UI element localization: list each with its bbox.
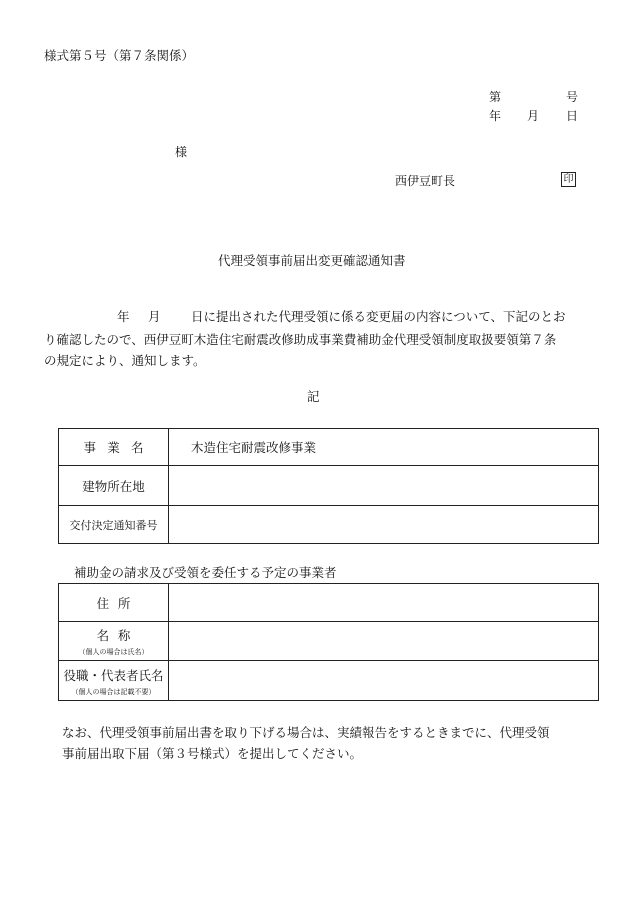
body-line-3: の規定により、通知します。 — [44, 353, 206, 368]
date-month: 月 — [527, 109, 540, 123]
grant-decision-number-label: 交付決定通知番号 — [59, 506, 169, 544]
contractor-table — [58, 583, 599, 701]
company-name-label-text: 名称 — [96, 628, 140, 643]
company-name-note: （個人の場合は氏名） — [78, 648, 149, 656]
address-value[interactable] — [169, 584, 599, 622]
doc-number-dai: 第 — [489, 90, 502, 104]
company-name-label — [59, 622, 169, 661]
body-paragraph — [44, 306, 566, 371]
body-line-1-text: 日に提出された代理受領に係る変更届の内容について、下記のとお — [191, 309, 566, 324]
table-row — [59, 466, 599, 506]
table-row — [59, 506, 599, 544]
representative-label-text: 役職・代表者氏名 — [63, 667, 164, 683]
seal-mark — [561, 172, 576, 187]
representative-value[interactable] — [169, 661, 599, 701]
addressee-suffix: 様 — [175, 145, 188, 159]
table-row — [59, 584, 599, 622]
company-name-value[interactable] — [169, 622, 599, 661]
date-year: 年 — [489, 109, 502, 123]
building-location-label: 建物所在地 — [59, 466, 169, 506]
representative-label — [59, 661, 169, 701]
table-row — [59, 661, 599, 701]
grant-decision-number-value[interactable] — [169, 506, 599, 544]
table-row — [59, 622, 599, 661]
table-row — [59, 429, 599, 466]
project-name-value[interactable]: 木造住宅耐震改修事業 — [169, 429, 599, 466]
body-year: 年 — [117, 309, 130, 324]
date-day: 日 — [566, 109, 579, 123]
body-line-1 — [44, 306, 566, 327]
project-name-label: 事業名 — [59, 429, 169, 466]
project-table — [58, 428, 599, 544]
issuer-name: 西伊豆町長 — [395, 174, 456, 188]
doc-number-go: 号 — [566, 90, 579, 104]
body-line-2: り確認したので、西伊豆町木造住宅耐震改修助成事業費補助金代理受領制度取扱要領第７条 — [44, 332, 557, 347]
ki-heading: 記 — [307, 389, 320, 404]
footer-note — [62, 722, 550, 764]
form-number: 様式第５号（第７条関係） — [44, 48, 195, 63]
address-label: 住所 — [59, 584, 169, 622]
section-2-heading: 補助金の請求及び受領を委任する予定の事業者 — [74, 565, 337, 580]
representative-note: （個人の場合は記載不要） — [71, 687, 156, 696]
footer-note-line-1: なお、代理受領事前届出書を取り下げる場合は、実績報告をするときまでに、代理受領 — [62, 725, 550, 740]
document-title: 代理受領事前届出変更確認通知書 — [218, 253, 406, 268]
footer-note-line-2: 事前届出取下届（第３号様式）を提出してください。 — [62, 746, 363, 761]
seal-label: 印 — [563, 173, 574, 185]
body-month: 月 — [148, 309, 161, 324]
building-location-value[interactable] — [169, 466, 599, 506]
